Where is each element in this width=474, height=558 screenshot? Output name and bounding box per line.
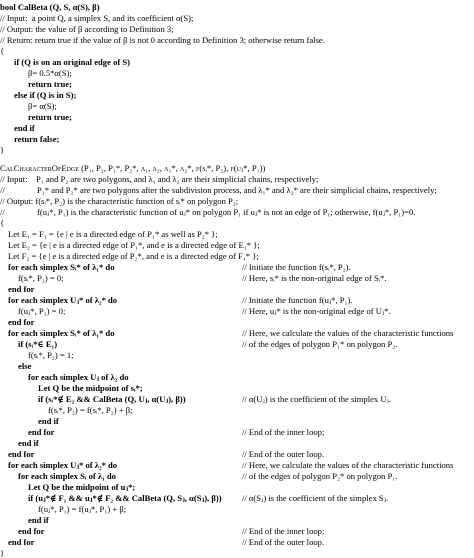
code-line xyxy=(0,526,474,536)
code-line xyxy=(0,101,474,111)
code-text: Let Q be the midpoint of sᵢ*; xyxy=(38,383,143,393)
code-text: for each simplex Uⱼ* of λ₂* do xyxy=(8,460,118,470)
code-line xyxy=(0,185,474,195)
code-text: for each simplex Sᵢ* of λ₁* do xyxy=(8,262,115,272)
code-text: end for xyxy=(28,427,55,437)
code-text: if (sᵢ*∉ E₂ && CalBeta (Q, Uⱼ, α(Uⱼ), β)) xyxy=(38,394,186,404)
code-text: f(uⱼ*, P₁) = 0; xyxy=(18,306,66,316)
code-text: // Output: the value of β according to Definition 3; xyxy=(0,24,174,34)
code-line xyxy=(0,504,474,514)
code-comment: // Here, we calculate the values of the characteristic functions xyxy=(242,460,454,470)
code-text: Let E₂ = {e | e is a directed edge of P₁*, and e is a directed edge of E₁* }; xyxy=(8,240,260,250)
code-line xyxy=(0,416,474,426)
code-text: end for xyxy=(18,526,45,536)
code-text: } xyxy=(0,548,5,558)
code-comment: // Here, uⱼ* is the non-original edge of Uⱼ*. xyxy=(242,306,391,316)
code-line xyxy=(0,218,474,228)
code-line xyxy=(0,493,474,503)
code-comment: // Initiate the function f(sᵢ*, P₂). xyxy=(242,262,351,272)
code-text: // Output: f(sᵢ*, P₂) is the characteristic function of sᵢ* on polygon P₂; xyxy=(0,196,239,206)
code-text: return false; xyxy=(14,134,60,144)
code-line xyxy=(0,240,474,250)
code-line xyxy=(0,295,474,305)
code-line xyxy=(0,273,474,283)
code-line xyxy=(0,317,474,327)
code-comment: // Here, we calculate the values of the characteristic functions xyxy=(242,328,454,338)
code-text: if (sᵢ*∈ E₁) xyxy=(18,339,58,349)
code-text: { xyxy=(0,46,5,56)
code-line xyxy=(0,112,474,122)
code-comment: // End of the inner loop; xyxy=(242,427,325,437)
code-line xyxy=(0,394,474,404)
code-text: CalCharacterOfEdge (P₁, P₂, P₁*, P₂*, λ₁, λ₂, λ₁*, λ₂*, f(sᵢ*, P₂), f(uⱼ*, P₁)) xyxy=(0,163,266,173)
code-line xyxy=(0,229,474,239)
code-comment: // of the edges of polygon P₁* on polygon P₂. xyxy=(242,339,398,349)
code-line xyxy=(0,174,474,184)
code-line xyxy=(0,13,474,23)
code-line xyxy=(0,306,474,316)
code-text: return true; xyxy=(28,112,72,122)
code-line xyxy=(0,482,474,492)
code-text: // Input: P₁ and P₂ are two polygons, and λ₁ and λ₂ are their simplicial chains, respectively; xyxy=(0,174,319,184)
code-line xyxy=(0,251,474,261)
code-text: β= 0.5*α(S); xyxy=(28,68,72,78)
code-line xyxy=(0,57,474,67)
code-text: Let Q be the midpoint of uⱼ*; xyxy=(28,482,136,492)
code-text: f(sᵢ*, P₂) = f(sᵢ*, P₂) + β; xyxy=(48,405,133,415)
code-line xyxy=(0,372,474,382)
code-text: f(uⱼ*, P₁) = f(uⱼ*, P₁) + β; xyxy=(38,504,127,514)
code-comment: // α(Sⱼ) is the coefficient of the simplex Sⱼ. xyxy=(242,493,389,503)
code-text: if (uⱼ*∉ F₁ && uⱼ*∉ F₂ && CalBeta (Q, Sⱼ, α(Sⱼ), β)) xyxy=(28,493,222,503)
code-text: // P₁* and P₂* are two polygons after the subdivision process, and λ₁* and λ₂* are their simplicial chains, respectively; xyxy=(0,185,437,195)
code-line xyxy=(0,361,474,371)
code-line xyxy=(0,449,474,459)
code-line xyxy=(0,46,474,56)
code-text: f(sᵢ*, P₂) = 0; xyxy=(18,273,64,283)
code-line xyxy=(0,24,474,34)
code-text: end for xyxy=(8,317,35,327)
code-comment: // Initiate the function f(uⱼ*, P₁). xyxy=(242,295,353,305)
code-line xyxy=(0,328,474,338)
code-text: end for xyxy=(8,284,35,294)
code-text: β= α(S); xyxy=(28,101,57,111)
code-text: return true; xyxy=(28,79,72,89)
code-line xyxy=(0,2,474,12)
code-text: Let F₂ = {e | e is a directed edge of P₂*, and e is a directed edge of F₁* }; xyxy=(8,251,259,261)
code-line xyxy=(0,134,474,144)
code-text: } xyxy=(0,145,5,155)
code-text: f(sᵢ*, P₂) = 1; xyxy=(28,350,74,360)
code-line xyxy=(0,339,474,349)
code-text: end if xyxy=(14,123,35,133)
code-line xyxy=(0,427,474,437)
code-line xyxy=(0,163,474,173)
code-comment: // End of the inner loop; xyxy=(242,526,325,536)
code-text: for each simplex Sᵢ* of λ₁* do xyxy=(8,328,115,338)
code-line xyxy=(0,207,474,217)
code-text: end if xyxy=(18,438,39,448)
code-line xyxy=(0,515,474,525)
code-text: else if (Q is in S); xyxy=(14,90,77,100)
code-comment: // α(Uⱼ) is the coefficient of the simplex Uⱼ. xyxy=(242,394,391,404)
code-line xyxy=(0,438,474,448)
code-text: end for xyxy=(8,449,35,459)
code-text: // f(uⱼ*, P₁) is the characteristic function of uⱼ* on polygon P₁ if uⱼ* is not an edge of P₁; otherwise, f(uⱼ*, P₁)=0. xyxy=(0,207,416,217)
code-line xyxy=(0,35,474,45)
code-line xyxy=(0,460,474,470)
code-line xyxy=(0,537,474,547)
code-text: // Return: return true if the value of β is not 0 according to Definition 3; otherwise return false. xyxy=(0,35,325,45)
code-line xyxy=(0,196,474,206)
code-comment: // Here, sᵢ* is the non-original edge of Sᵢ*. xyxy=(242,273,387,283)
code-text: Let E₁ = F₁ = {e | e is a directed edge of P₁* as well as P₂* }; xyxy=(8,229,218,239)
code-line xyxy=(0,262,474,272)
code-text: for each simplex Uⱼ of λ₂ do xyxy=(28,372,129,382)
code-text: end if xyxy=(38,416,59,426)
code-line xyxy=(0,383,474,393)
code-text: end for xyxy=(8,537,35,547)
code-text: else xyxy=(18,361,32,371)
code-text: bool CalBeta (Q, S, α(S), β) xyxy=(0,2,100,12)
code-text: if (Q is on an original edge of S) xyxy=(14,57,131,67)
code-comment: // End of the outer loop. xyxy=(242,537,325,547)
code-text: // Input: a point Q, a simplex S, and its coefficient α(S); xyxy=(0,13,194,23)
code-line xyxy=(0,123,474,133)
code-text: { xyxy=(0,218,5,228)
code-line xyxy=(0,90,474,100)
code-line xyxy=(0,405,474,415)
code-line xyxy=(0,350,474,360)
code-text: for each simplex Uⱼ* of λ₂* do xyxy=(8,295,118,305)
code-line xyxy=(0,68,474,78)
code-text: end if xyxy=(28,515,49,525)
code-comment: // of the edges of polygon P₂* on polygon P₁. xyxy=(242,471,398,481)
code-line xyxy=(0,284,474,294)
code-line xyxy=(0,471,474,481)
code-line xyxy=(0,79,474,89)
code-comment: // End of the outer loop. xyxy=(242,449,325,459)
code-text: for each simplex Sᵢ of λ₁ do xyxy=(18,471,116,481)
code-line xyxy=(0,145,474,155)
